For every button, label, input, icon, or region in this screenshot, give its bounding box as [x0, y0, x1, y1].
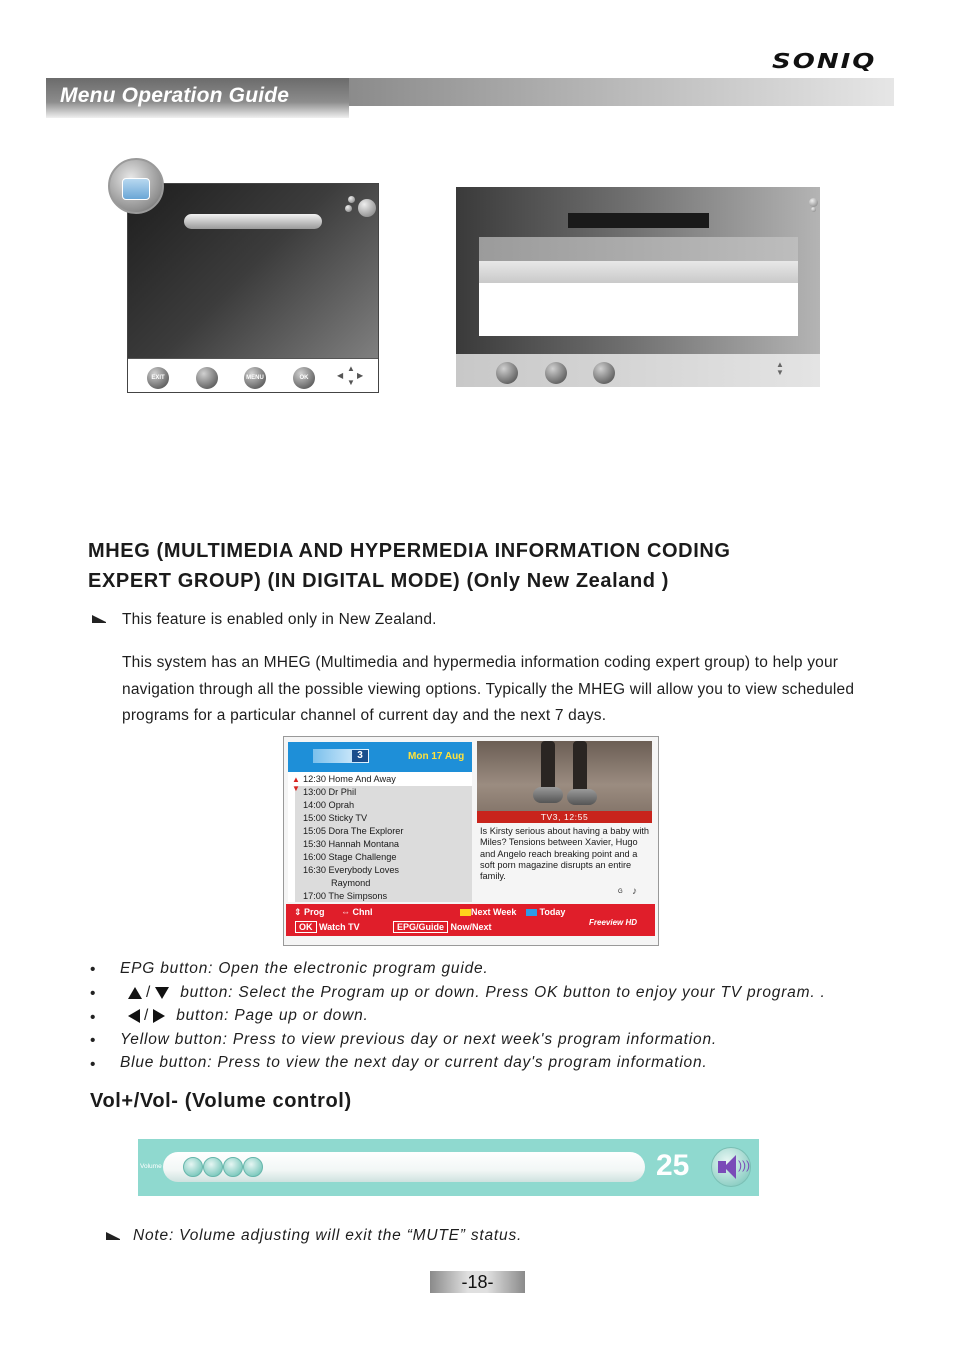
yellow-key-icon — [460, 909, 471, 916]
menu-title-bar — [568, 213, 709, 228]
epg-video-caption: TV3, 12:55 — [477, 811, 652, 823]
epg-program-item[interactable]: 15:00 Sticky TV — [303, 813, 368, 823]
audio-description-icon: ♪ — [632, 886, 637, 897]
note-arrow-icon — [106, 1232, 120, 1239]
updown-icon: ▲ ▼ — [776, 360, 784, 377]
round-button[interactable] — [593, 362, 615, 384]
freeview-logo: Freeview HD — [589, 918, 638, 927]
bullet-leftright: / button: Page up or down. — [128, 1007, 369, 1025]
speaker-icon-cone — [724, 1155, 736, 1179]
bullet-dot: • — [90, 985, 96, 1002]
epg-program-item[interactable]: 12:30 Home And Away — [303, 774, 396, 784]
round-button[interactable] — [545, 362, 567, 384]
epg-program-item[interactable]: 15:30 Hannah Montana — [303, 839, 400, 849]
bullet-updown: / button: Select the Program up or down. Press OK button to enjoy your TV program. . — [128, 984, 826, 1002]
volume-level-dot — [183, 1157, 203, 1177]
epg-ok-hint[interactable]: OK Watch TV — [295, 921, 360, 933]
decor-dot — [345, 205, 352, 212]
decor-dot — [348, 196, 355, 203]
volume-level-dot — [243, 1157, 263, 1177]
epg-program-item-cont: Raymond — [331, 878, 371, 888]
mheg-note: This feature is enabled only in New Zealand. — [122, 611, 437, 628]
bullet-blue: Blue button: Press to view the next day or current day's program information. — [120, 1054, 708, 1071]
bullet-dot: • — [90, 961, 96, 978]
updown-icon: ▲ ▼ — [292, 775, 300, 793]
page-section-title: Menu Operation Guide — [60, 84, 290, 107]
picture-icon — [122, 178, 150, 200]
menu-panel — [479, 283, 798, 336]
epg-prog-hint: ⇕ Prog — [294, 907, 325, 917]
bullet-dot: • — [90, 1056, 96, 1073]
down-arrow-icon — [155, 987, 169, 999]
bullet-dot: • — [90, 1032, 96, 1049]
note-arrow-icon — [92, 615, 106, 622]
ok-button[interactable]: OK — [293, 367, 315, 389]
epg-program-item[interactable]: 16:00 Stage Challenge — [303, 852, 397, 862]
epg-date: Mon 17 Aug — [408, 751, 465, 762]
up-arrow-icon — [128, 987, 142, 999]
mheg-heading: MHEG (MULTIMEDIA AND HYPERMEDIA INFORMATION CODING EXPERT GROUP) (IN DIGITAL MODE) (Only New Zealand ) — [88, 540, 731, 592]
volume-value: 25 — [656, 1149, 690, 1182]
blue-key-icon — [526, 909, 537, 916]
decor-dot — [358, 199, 376, 217]
decor-dot — [811, 207, 816, 212]
page-number: -18- — [430, 1271, 525, 1293]
volume-label: Volume — [140, 1163, 162, 1170]
round-button[interactable] — [196, 367, 218, 389]
epg-next-week-hint[interactable]: Next Week — [460, 907, 516, 917]
bullet-epg: EPG button: Open the electronic program guide. — [120, 960, 489, 977]
channel-number: 3 — [352, 750, 368, 762]
left-arrow-icon — [128, 1009, 140, 1023]
epg-chnl-hint: ⇔ Chnl — [341, 907, 373, 917]
brand-logo: SONIQ — [772, 50, 877, 74]
epg-rating: G — [618, 889, 623, 895]
volume-level-dot — [223, 1157, 243, 1177]
menu-highlight-bar — [184, 214, 322, 229]
menu-row-selected — [479, 261, 798, 283]
bullet-yellow: Yellow button: Press to view previous day or next week's program information. — [120, 1031, 717, 1048]
epg-guide-hint[interactable]: EPG/Guide Now/Next — [393, 921, 492, 933]
epg-program-item[interactable]: 13:00 Dr Phil — [303, 787, 357, 797]
epg-today-hint[interactable]: Today — [526, 907, 565, 917]
exit-button[interactable]: EXIT — [147, 367, 169, 389]
epg-video-preview — [477, 741, 652, 821]
mheg-paragraph: This system has an MHEG (Multimedia and hypermedia information coding expert group) to help your navigation through all the possible viewing options. Typically the MHEG will allow you to view scheduled programs for a particular channel of current day and the next 7 days. — [122, 654, 855, 724]
dpad-icon: ▲ ▼ ◀ ▶ — [337, 364, 364, 387]
volume-note: Note: Volume adjusting will exit the “MUTE” status. — [133, 1227, 523, 1244]
right-arrow-icon — [153, 1009, 165, 1023]
menu-row — [479, 237, 798, 261]
sound-waves-icon: ))) — [738, 1158, 750, 1172]
decor-dot — [809, 198, 818, 207]
epg-program-item[interactable]: 14:00 Oprah — [303, 800, 355, 810]
volume-level-dot — [203, 1157, 223, 1177]
epg-program-item[interactable]: 16:30 Everybody Loves — [303, 865, 400, 875]
epg-program-item[interactable]: 15:05 Dora The Explorer — [303, 826, 404, 836]
epg-description: Is Kirsty serious about having a baby with Miles? Tensions between Xavier, Hugo and Angelo reach breaking point and a soft porn magazine disrupts an entire family. — [480, 826, 650, 882]
menu-button[interactable]: MENU — [244, 367, 266, 389]
volume-heading: Vol+/Vol- (Volume control) — [90, 1090, 352, 1112]
bullet-dot: • — [90, 1009, 96, 1026]
epg-program-item[interactable]: 17:00 The Simpsons — [303, 891, 388, 901]
round-button[interactable] — [496, 362, 518, 384]
